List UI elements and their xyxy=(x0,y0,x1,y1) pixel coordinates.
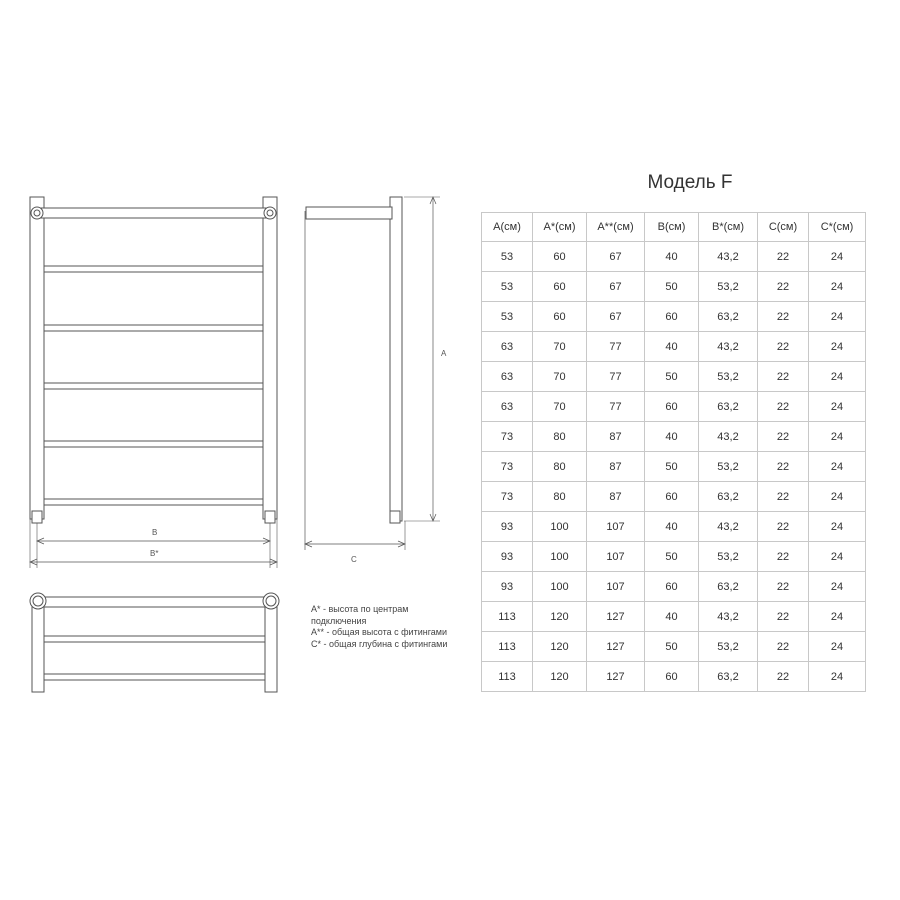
table-row xyxy=(482,392,866,422)
cell-a-double-star: 77 xyxy=(587,392,645,422)
table-row xyxy=(482,632,866,662)
front-view xyxy=(30,197,277,568)
cell-b-star: 63,2 xyxy=(699,662,758,692)
cell-c: 22 xyxy=(758,392,809,422)
cell-a-star: 70 xyxy=(533,332,587,362)
cell-a-double-star: 67 xyxy=(587,302,645,332)
cell-a: 93 xyxy=(482,542,533,572)
cell-b-star: 43,2 xyxy=(699,242,758,272)
cell-a: 63 xyxy=(482,392,533,422)
table-row xyxy=(482,302,866,332)
cell-a: 63 xyxy=(482,332,533,362)
cell-a-star: 60 xyxy=(533,242,587,272)
cell-b: 40 xyxy=(645,512,699,542)
cell-c: 22 xyxy=(758,632,809,662)
cell-b: 60 xyxy=(645,482,699,512)
table-header-row xyxy=(482,213,866,242)
cell-a-star: 80 xyxy=(533,422,587,452)
cell-a-double-star: 127 xyxy=(587,602,645,632)
cell-a-star: 100 xyxy=(533,512,587,542)
cell-b-star: 63,2 xyxy=(699,302,758,332)
cell-a-star: 70 xyxy=(533,392,587,422)
cell-a: 113 xyxy=(482,632,533,662)
cell-a-double-star: 87 xyxy=(587,482,645,512)
cell-a-star: 120 xyxy=(533,602,587,632)
cell-b-star: 43,2 xyxy=(699,332,758,362)
cell-b-star: 43,2 xyxy=(699,422,758,452)
cell-a-star: 60 xyxy=(533,302,587,332)
cell-a-double-star: 87 xyxy=(587,452,645,482)
cell-a: 53 xyxy=(482,272,533,302)
cell-c: 22 xyxy=(758,242,809,272)
cell-a: 63 xyxy=(482,362,533,392)
cell-c: 22 xyxy=(758,452,809,482)
cell-a: 73 xyxy=(482,452,533,482)
cell-c-star: 24 xyxy=(809,542,866,572)
cell-b: 40 xyxy=(645,422,699,452)
table-row xyxy=(482,272,866,302)
cell-c-star: 24 xyxy=(809,632,866,662)
header-a-double-star: A**(см) xyxy=(587,213,645,242)
dim-label-b-star: B* xyxy=(150,549,159,558)
cell-c-star: 24 xyxy=(809,392,866,422)
header-a: A(см) xyxy=(482,213,533,242)
table-row xyxy=(482,332,866,362)
top-view xyxy=(30,593,279,692)
cell-b: 60 xyxy=(645,392,699,422)
note-a-star: A* - высота по центрам подключения xyxy=(311,604,409,626)
table-row xyxy=(482,512,866,542)
table-row xyxy=(482,602,866,632)
cell-b: 50 xyxy=(645,632,699,662)
dim-label-a: A xyxy=(441,349,447,358)
cell-a-double-star: 87 xyxy=(587,422,645,452)
note-a-double-star: A** - общая высота с фитингами xyxy=(311,627,447,637)
cell-c: 22 xyxy=(758,482,809,512)
cell-b-star: 63,2 xyxy=(699,392,758,422)
cell-a: 113 xyxy=(482,602,533,632)
header-b: B(см) xyxy=(645,213,699,242)
table-row xyxy=(482,542,866,572)
table-body xyxy=(482,242,866,692)
cell-a-star: 100 xyxy=(533,572,587,602)
cell-c: 22 xyxy=(758,572,809,602)
cell-c-star: 24 xyxy=(809,512,866,542)
side-view xyxy=(305,197,440,550)
cell-c: 22 xyxy=(758,332,809,362)
cell-b: 50 xyxy=(645,542,699,572)
cell-a: 93 xyxy=(482,572,533,602)
cell-b-star: 63,2 xyxy=(699,572,758,602)
cell-c-star: 24 xyxy=(809,602,866,632)
cell-a: 93 xyxy=(482,512,533,542)
header-b-star: B*(см) xyxy=(699,213,758,242)
cell-a-star: 100 xyxy=(533,542,587,572)
cell-a-star: 80 xyxy=(533,452,587,482)
cell-a-double-star: 67 xyxy=(587,272,645,302)
cell-a: 73 xyxy=(482,482,533,512)
cell-b-star: 53,2 xyxy=(699,542,758,572)
cell-b: 60 xyxy=(645,572,699,602)
cell-b-star: 53,2 xyxy=(699,452,758,482)
cell-a-star: 70 xyxy=(533,362,587,392)
cell-a-star: 60 xyxy=(533,272,587,302)
cell-a: 113 xyxy=(482,662,533,692)
table-row xyxy=(482,662,866,692)
dim-label-c: C xyxy=(351,555,357,564)
cell-c-star: 24 xyxy=(809,272,866,302)
model-title: Модель F xyxy=(647,172,733,193)
cell-b: 60 xyxy=(645,302,699,332)
cell-c: 22 xyxy=(758,302,809,332)
cell-b: 50 xyxy=(645,452,699,482)
table-row xyxy=(482,482,866,512)
cell-b-star: 53,2 xyxy=(699,362,758,392)
spec-table xyxy=(481,212,866,692)
cell-a-double-star: 107 xyxy=(587,512,645,542)
cell-a-double-star: 127 xyxy=(587,662,645,692)
cell-c-star: 24 xyxy=(809,422,866,452)
cell-c-star: 24 xyxy=(809,572,866,602)
cell-a: 53 xyxy=(482,242,533,272)
cell-a-double-star: 107 xyxy=(587,542,645,572)
legend-notes xyxy=(311,604,451,650)
header-a-star: A*(см) xyxy=(533,213,587,242)
cell-b-star: 43,2 xyxy=(699,512,758,542)
table-row xyxy=(482,572,866,602)
cell-b-star: 53,2 xyxy=(699,632,758,662)
cell-a: 73 xyxy=(482,422,533,452)
cell-a-double-star: 77 xyxy=(587,362,645,392)
cell-a-double-star: 107 xyxy=(587,572,645,602)
cell-c: 22 xyxy=(758,422,809,452)
table-row xyxy=(482,242,866,272)
header-c: C(см) xyxy=(758,213,809,242)
cell-a-double-star: 77 xyxy=(587,332,645,362)
table-row xyxy=(482,422,866,452)
cell-b-star: 53,2 xyxy=(699,272,758,302)
cell-c: 22 xyxy=(758,662,809,692)
header-c-star: C*(см) xyxy=(809,213,866,242)
cell-a-star: 120 xyxy=(533,632,587,662)
cell-a-star: 80 xyxy=(533,482,587,512)
table-row xyxy=(482,362,866,392)
cell-c-star: 24 xyxy=(809,302,866,332)
cell-b: 40 xyxy=(645,602,699,632)
table-row xyxy=(482,452,866,482)
cell-b: 60 xyxy=(645,662,699,692)
cell-c-star: 24 xyxy=(809,332,866,362)
cell-c: 22 xyxy=(758,272,809,302)
cell-c-star: 24 xyxy=(809,452,866,482)
cell-a: 53 xyxy=(482,302,533,332)
note-c-star: C* - общая глубина с фитингами xyxy=(311,638,448,649)
cell-c-star: 24 xyxy=(809,242,866,272)
cell-c: 22 xyxy=(758,542,809,572)
cell-b-star: 43,2 xyxy=(699,602,758,632)
cell-b: 50 xyxy=(645,362,699,392)
cell-c: 22 xyxy=(758,362,809,392)
dim-label-b: B xyxy=(152,528,158,537)
cell-a-double-star: 127 xyxy=(587,632,645,662)
cell-c: 22 xyxy=(758,512,809,542)
cell-c-star: 24 xyxy=(809,662,866,692)
cell-c-star: 24 xyxy=(809,362,866,392)
cell-c-star: 24 xyxy=(809,482,866,512)
cell-b-star: 63,2 xyxy=(699,482,758,512)
cell-a-double-star: 67 xyxy=(587,242,645,272)
cell-a-star: 120 xyxy=(533,662,587,692)
cell-b: 40 xyxy=(645,242,699,272)
cell-b: 50 xyxy=(645,272,699,302)
cell-c: 22 xyxy=(758,602,809,632)
cell-b: 40 xyxy=(645,332,699,362)
